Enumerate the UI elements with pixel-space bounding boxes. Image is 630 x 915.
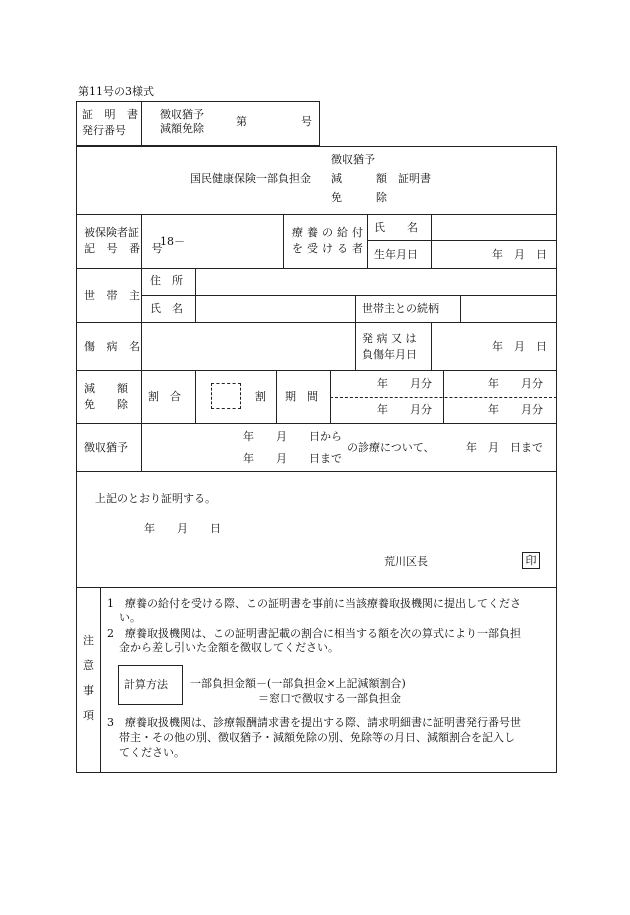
deferral-until: 年 月 日まで bbox=[466, 441, 543, 454]
period-to-end: 年 月分 bbox=[488, 403, 543, 416]
title-men: 免 bbox=[331, 191, 342, 204]
cert-dai: 第 bbox=[236, 115, 247, 128]
notes-label-2: 意 bbox=[83, 659, 94, 672]
onset-value: 年 月 日 bbox=[492, 340, 547, 353]
title-jo: 除 bbox=[376, 191, 387, 204]
ratio-input-box bbox=[211, 383, 241, 409]
recipient-label-2: を受ける者 bbox=[292, 242, 367, 255]
insured-number: 18－ bbox=[160, 235, 185, 248]
ratio-label: 割 合 bbox=[148, 390, 181, 403]
title-suffix: 証明書 bbox=[398, 172, 431, 185]
relation-label: 世帯主との続柄 bbox=[362, 302, 439, 315]
notes-label-3: 事 bbox=[83, 684, 94, 697]
issuer: 荒川区長 bbox=[384, 555, 428, 568]
title-gaku: 額 bbox=[376, 172, 387, 185]
note-1: 1 療養の給付を受ける際、この証明書を事前に当該療養取扱機関に提出してくださ bbox=[107, 597, 521, 610]
formula-label: 計算方法 bbox=[124, 678, 168, 691]
name-label: 氏 名 bbox=[374, 221, 418, 234]
note-2-cont: 金から差し引いた金額を徴収してください。 bbox=[119, 641, 339, 654]
note-2: 2 療養取扱機関は、この証明書記載の割合に相当する額を次の算式により一部負担 bbox=[107, 627, 521, 640]
onset-label-2: 負傷年月日 bbox=[362, 348, 417, 361]
notes-label-1: 注 bbox=[83, 634, 94, 647]
notes-label-4: 項 bbox=[83, 709, 94, 722]
deferral-from: 年 月 日から bbox=[243, 430, 342, 443]
cert-no-label-2: 発行番号 bbox=[82, 124, 126, 137]
formula-line1: 一部負担金額－(一部負担金×上記減額割合) bbox=[190, 677, 406, 690]
cert-type-reduction: 減額免除 bbox=[160, 122, 204, 135]
cert-go: 号 bbox=[301, 115, 312, 128]
seal-box: 印 bbox=[522, 552, 540, 569]
address-label: 住 所 bbox=[150, 274, 183, 287]
onset-label: 発 病 又 は bbox=[362, 332, 417, 345]
period-from-end: 年 月分 bbox=[377, 403, 432, 416]
note-3-cont-2: てください。 bbox=[119, 746, 185, 759]
illness-label: 傷 病 名 bbox=[84, 340, 144, 353]
deferral-to: 年 月 日まで bbox=[243, 452, 342, 465]
deferral-middle: の診療について、 bbox=[347, 441, 435, 454]
household-name-label: 氏 名 bbox=[150, 302, 183, 315]
recipient-label: 療養の給付 bbox=[292, 226, 367, 239]
period-label: 期 間 bbox=[285, 390, 318, 403]
insured-label: 被保険者証 bbox=[84, 226, 139, 239]
cert-type-deferral: 徴収猶予 bbox=[160, 108, 204, 121]
period-to-start: 年 月分 bbox=[488, 377, 543, 390]
certification-date: 年 月 日 bbox=[144, 522, 221, 535]
period-from-start: 年 月分 bbox=[377, 377, 432, 390]
title-line1: 徴収猶予 bbox=[331, 153, 375, 166]
title-prefix: 国民健康保険一部負担金 bbox=[190, 172, 311, 185]
household-label: 世 帯 主 bbox=[84, 289, 144, 302]
note-3: 3 療養取扱機関は、診療報酬請求書を提出する際、請求明細書に証明書発行番号世 bbox=[107, 716, 521, 729]
reduction-label: 減 額 bbox=[84, 382, 128, 395]
cert-no-label: 証 明 書 bbox=[82, 108, 142, 121]
birth-value: 年 月 日 bbox=[492, 248, 547, 261]
birth-label: 生年月日 bbox=[374, 248, 418, 261]
note-1-cont: い。 bbox=[119, 611, 141, 624]
wari: 割 bbox=[255, 390, 266, 403]
form-number: 第11号の3様式 bbox=[78, 85, 154, 98]
deferral-label: 徴収猶予 bbox=[84, 441, 128, 454]
note-3-cont: 帯主・その他の別、徴収猶予・減額免除の別、免除等の月日、減額割合を記入し bbox=[119, 731, 515, 744]
title-gen: 減 bbox=[331, 172, 342, 185]
formula-line2: ＝窓口で徴収する一部負担金 bbox=[258, 692, 401, 705]
exemption-label: 免 除 bbox=[84, 398, 128, 411]
insured-label-2: 記 号 番 号 bbox=[84, 242, 167, 255]
certification-statement: 上記のとおり証明する。 bbox=[95, 492, 216, 505]
